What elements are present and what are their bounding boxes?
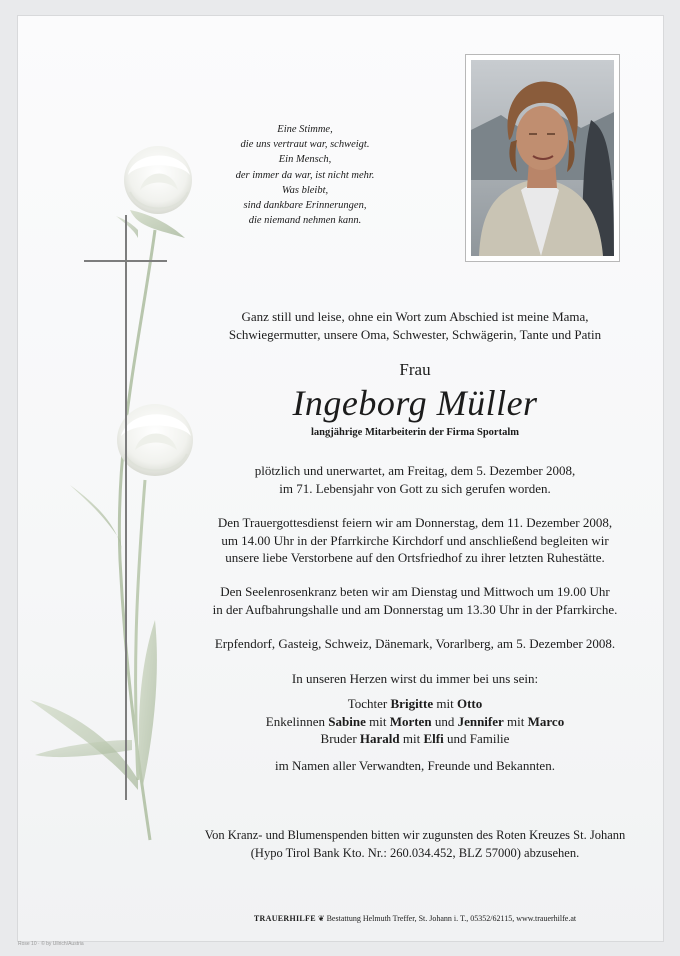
salutation: Frau	[399, 360, 431, 379]
leaf-1	[70, 485, 122, 550]
service-line: unsere liebe Verstorbene auf den Ortsfriedhof zu ihrer letzten Ruhestätte.	[225, 550, 605, 565]
intro-line: Ganz still und leise, ohne ein Wort zum Abschied ist meine Mama,	[241, 309, 589, 324]
family-line-daughter: Tochter Brigitte mit Otto	[347, 696, 483, 711]
portrait-image	[471, 60, 614, 256]
family-member-name: Harald	[359, 731, 400, 746]
family-member-name: Morten	[389, 713, 432, 729]
family-member-name: Brigitte	[390, 696, 434, 711]
memorial-poem	[220, 122, 390, 228]
funeral-service-notice	[170, 514, 660, 567]
poem-line: der immer da war, ist nicht mehr.	[235, 169, 375, 181]
portrait-photo	[465, 54, 620, 262]
leaf-5	[130, 210, 185, 238]
family-member-name: Elfi	[423, 731, 444, 746]
poem-line: die niemand nehmen kann.	[248, 215, 362, 227]
deceased-name: Ingeborg Müller	[292, 383, 538, 423]
donation-request	[170, 827, 660, 862]
swirl-logo-icon: ❦	[317, 914, 325, 923]
poem-line: Was bleibt,	[281, 184, 329, 196]
cross-horizontal-bar	[84, 260, 167, 262]
rose-top	[124, 146, 192, 214]
poem-line: Ein Mensch,	[278, 154, 332, 166]
family-member-name: Sabine	[328, 713, 366, 729]
family-member-name: Otto	[456, 696, 483, 711]
death-line: im 71. Lebensjahr von Gott zu sich gerufen worden.	[279, 480, 551, 496]
donation-line: (Hypo Tirol Bank Kto. Nr.: 260.034.452, BLZ 57000) abzusehen.	[250, 845, 580, 860]
funeral-home-footer	[170, 914, 660, 924]
intro-text	[170, 308, 660, 343]
poem-line: sind dankbare Erinnerungen,	[243, 200, 367, 212]
family-line-brother: Bruder Harald mit Elfi und Familie	[320, 731, 510, 746]
funeral-home-details: Bestattung Helmuth Treffer, St. Johann i. T., 05352/62115, www.trauerhilfe.at	[326, 914, 577, 923]
donation-line: Von Kranz- und Blumenspenden bitten wir zugunsten des Roten Kreuzes St. Johann	[204, 828, 626, 842]
rosary-line: in der Aufbahrungshalle und am Donnerstag um 13.30 Uhr in der Pfarrkirche.	[212, 601, 618, 617]
service-line: um 14.00 Uhr in der Pfarrkirche Kirchdorf und anschließend begleiten wir	[221, 532, 609, 548]
poem-line: Eine Stimme,	[277, 124, 333, 135]
death-line: plötzlich und unerwartet, am Freitag, dem 5. Dezember 2008,	[254, 463, 576, 478]
family-member-name: Marco	[527, 713, 565, 729]
leaf-3	[139, 620, 157, 790]
intro-line: Schwiegermutter, unsere Oma, Schwester, Schwägerin, Tante und Patin	[228, 326, 602, 342]
family-line-grandchildren: Enkelinnen Sabine mit Morten und Jennifer mit Marco	[265, 713, 565, 729]
cross-vertical-bar	[125, 215, 127, 800]
white-roses-illustration	[20, 140, 210, 860]
funeral-home-brand: TRAUERHILFE	[253, 914, 316, 923]
rosary-notice	[170, 583, 660, 618]
deceased-subtitle: langjährige Mitarbeiterin der Firma Sportalm	[310, 427, 520, 438]
place-and-date: Erpfendorf, Gasteig, Schweiz, Dänemark, Vorarlberg, am 5. Dezember 2008.	[214, 636, 616, 651]
leaf-6	[116, 216, 138, 238]
family-member-name: Jennifer	[457, 713, 504, 729]
imprint: Rose 10 · © by Ullrich/Austria	[18, 941, 84, 947]
death-notice	[170, 462, 660, 497]
family-list	[170, 695, 660, 748]
poem-line: die uns vertraut war, schweigt.	[240, 139, 370, 151]
rosary-line: Den Seelenrosenkranz beten wir am Dienstag und Mittwoch um 19.00 Uhr	[220, 584, 610, 599]
relatives-line: im Namen aller Verwandten, Freunde und Bekannten.	[275, 758, 555, 773]
hearts-line: In unseren Herzen wirst du immer bei uns sein:	[291, 671, 539, 686]
service-line: Den Trauergottesdienst feiern wir am Donnerstag, dem 11. Dezember 2008,	[217, 515, 613, 530]
